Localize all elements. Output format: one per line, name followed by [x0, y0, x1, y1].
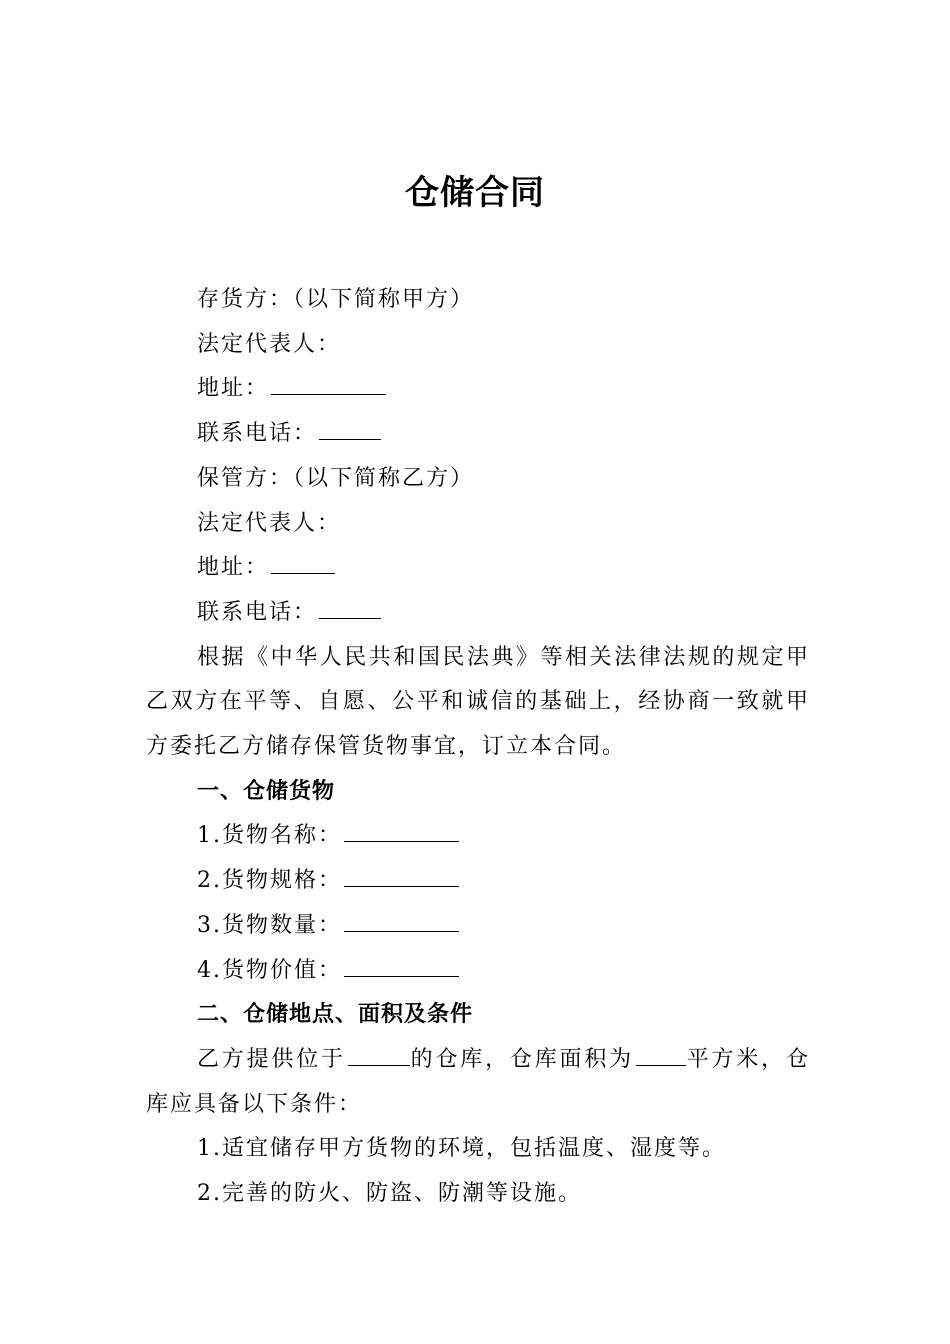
party-a-address: 地址： [146, 367, 810, 412]
goods-spec-blank[interactable] [344, 864, 459, 887]
party-a-address-blank[interactable] [271, 372, 386, 395]
goods-name-item: 1.货物名称： [146, 814, 810, 859]
warehouse-location-blank[interactable] [348, 1043, 410, 1066]
party-a-label: 存货方：（以下简称甲方） [197, 287, 475, 312]
goods-name-blank[interactable] [344, 819, 459, 842]
condition-item-2: 2.完善的防火、防盗、防潮等设施。 [197, 1181, 582, 1207]
warehouse-area-blank[interactable] [636, 1043, 686, 1066]
section-2-heading: 二、仓储地点、面积及条件 [197, 1002, 474, 1028]
section-1-heading: 一、仓储货物 [197, 778, 336, 804]
goods-spec-item: 2.货物规格： [146, 859, 810, 904]
document-body [146, 278, 810, 1217]
party-a-phone-blank[interactable] [319, 417, 381, 440]
document-title: 仓储合同 [405, 173, 545, 213]
party-b-address: 地址： [146, 546, 810, 591]
party-b-label: 保管方：（以下简称乙方） [197, 465, 475, 491]
party-b-representative: 法定代表人： [197, 510, 342, 536]
preamble-paragraph: 根据《中华人民共和国民法典》等相关法律法规的规定甲乙双方在平等、自愿、公平和诚信的基础上，经协商一致就甲方委托乙方储存保管货物事宜，订立本合同。 [146, 644, 810, 760]
party-b-phone-blank[interactable] [319, 596, 381, 619]
goods-value-blank[interactable] [344, 954, 459, 977]
goods-value-item: 4.货物价值： [146, 949, 810, 994]
party-a-representative: 法定代表人： [197, 331, 342, 357]
party-a-phone: 联系电话： [146, 412, 810, 457]
warehouse-paragraph: 乙方提供位于 的仓库，仓库面积为 平方米，仓库应具备以下条件： [146, 1038, 810, 1127]
party-b-phone: 联系电话： [146, 591, 810, 636]
party-b-address-blank[interactable] [271, 551, 335, 574]
condition-item-1: 1.适宜储存甲方货物的环境，包括温度、湿度等。 [197, 1136, 726, 1162]
goods-quantity-blank[interactable] [344, 909, 459, 932]
goods-quantity-item: 3.货物数量： [146, 904, 810, 949]
